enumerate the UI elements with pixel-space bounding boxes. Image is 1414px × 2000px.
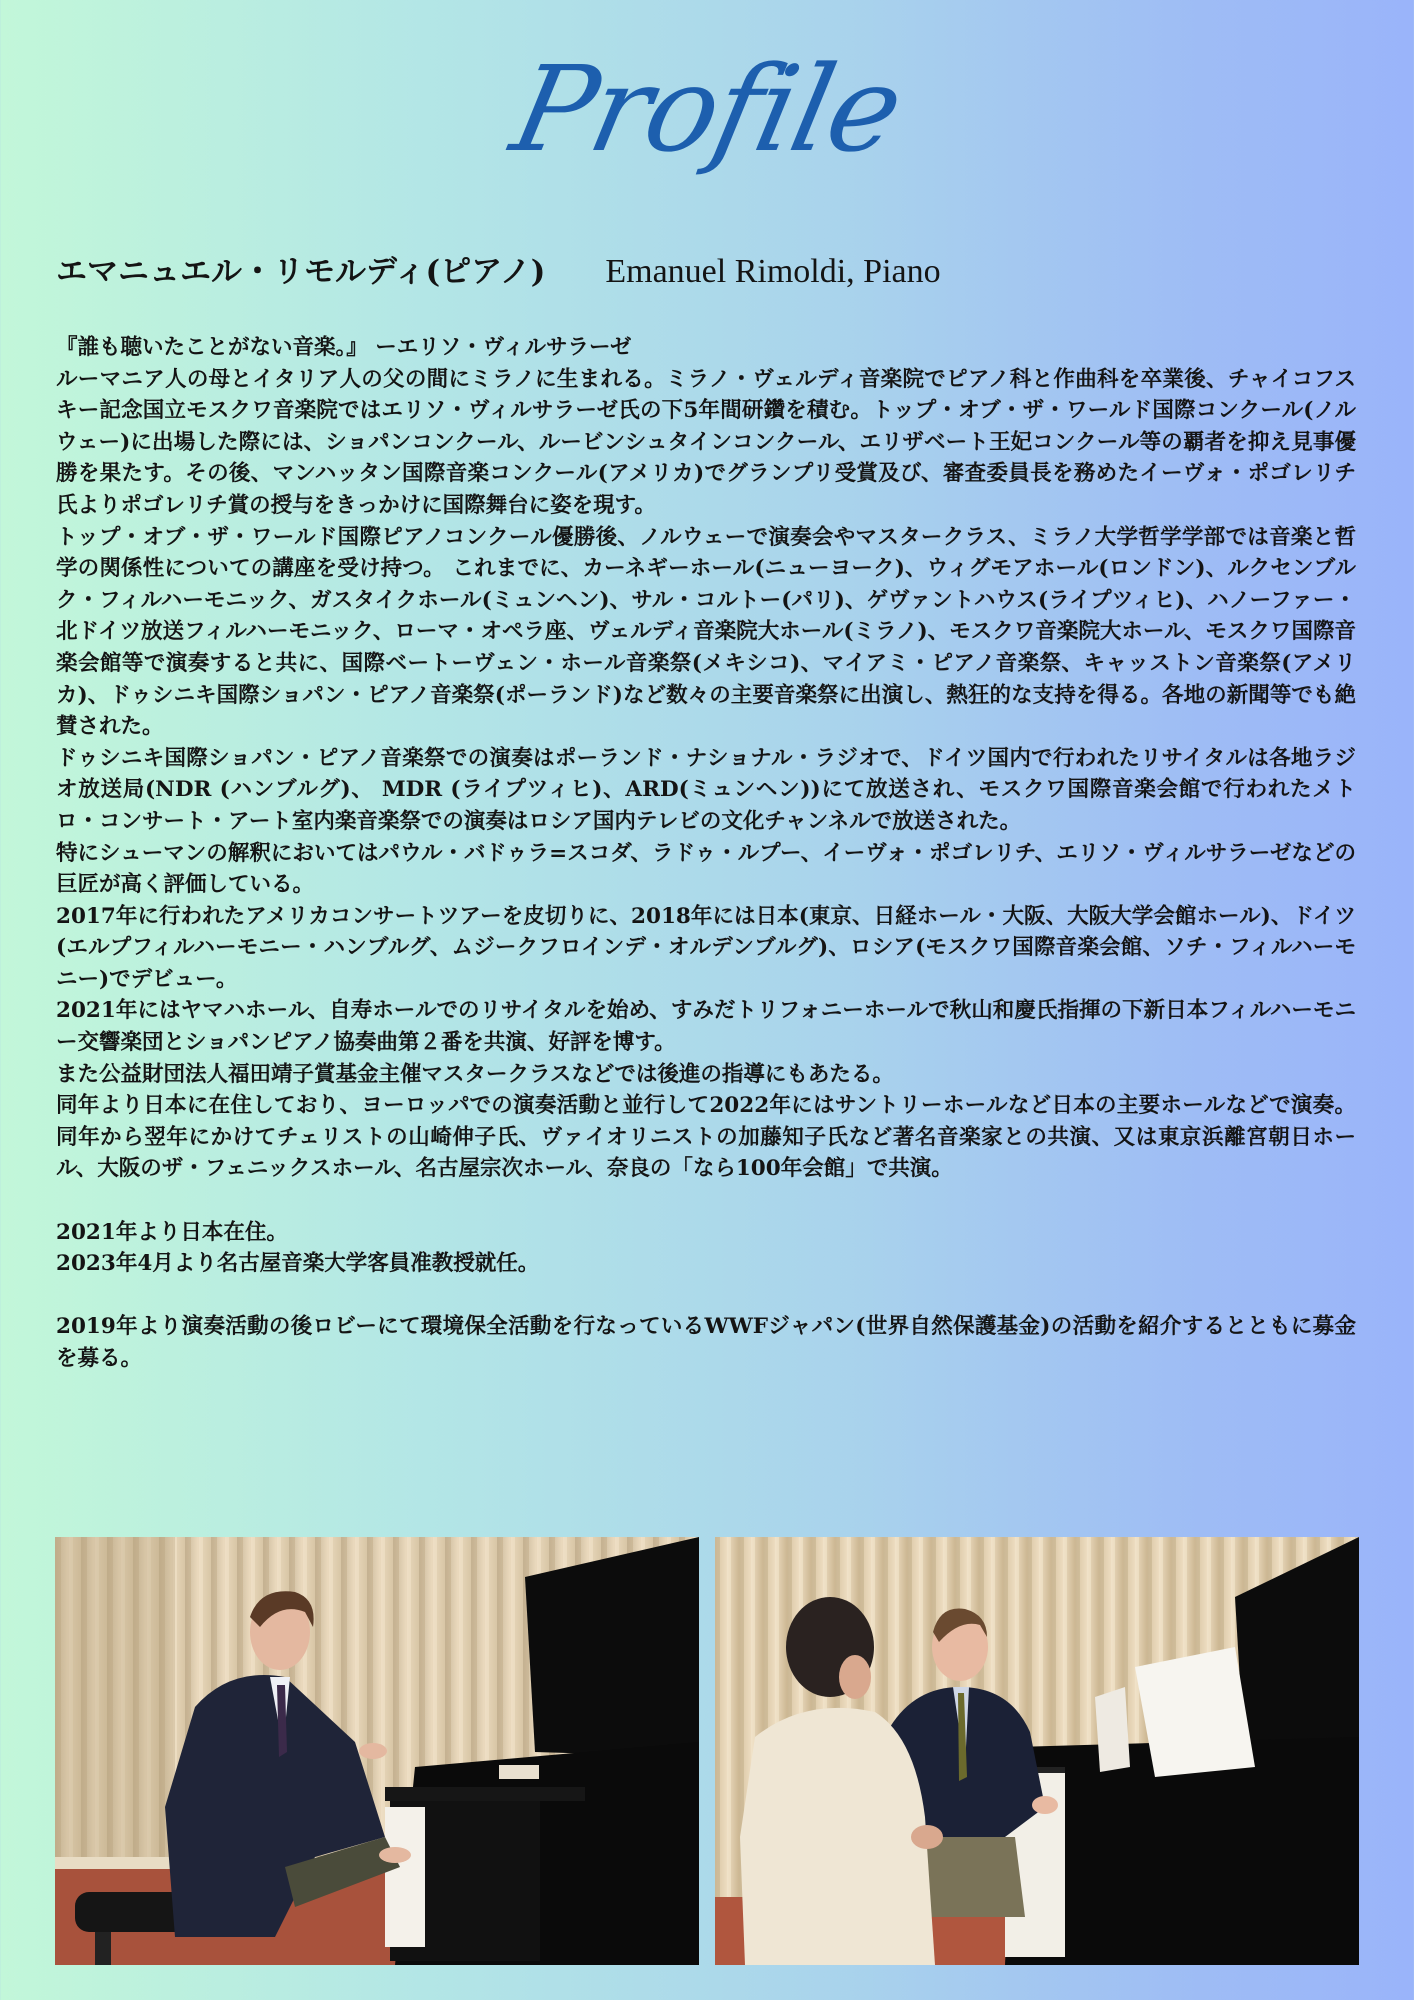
artist-name-en: Emanuel Rimoldi, Piano bbox=[605, 253, 941, 290]
biography bbox=[56, 332, 1356, 1375]
bio-note: 2021年より日本在住。 bbox=[56, 1219, 288, 1245]
artist-name-jp: エマニュエル・リモルディ(ピアノ) bbox=[56, 254, 546, 290]
bio-paragraph: 特にシューマンの解釈においてはパウル・バドゥラ=スコダ、ラドゥ・ルプー、イーヴォ・ポゴレリチ、エリソ・ヴィルサラーゼなどの巨匠が高く評価している。 bbox=[56, 840, 1356, 898]
bio-paragraph: トップ・オブ・ザ・ワールド国際ピアノコンクール優勝後、ノルウェーで演奏会やマスタークラス、ミラノ大学哲学学部では音楽と哲学の関係性についての講座を受け持つ。 これまでに、カーネギーホール(ニューヨーク)、ウィグモアホール(ロンドン)、ルクセンブルク・フィルハーモニック、ガスタイクホール(ミュンヘン)、サル・コルトー(パリ)、ゲヴァントハウス(ライプツィヒ)、ハノーファー・北ドイツ放送フィルハーモニック、ローマ・オペラ座、ヴェルディ音楽院大ホール(ミラノ)、モスクワ音楽院大ホール、モスクワ国際音楽会館等で演奏すると共に、国際ベートーヴェン・ホール音楽祭(メキシコ)、マイアミ・ピアノ音楽祭、キャッストン音楽祭(アメリカ)、ドゥシニキ国際ショパン・ピアノ音楽祭(ポーランド)など数々の主要音楽祭に出演し、熱狂的な支持を得る。各地の新聞等でも絶賛された。 bbox=[56, 524, 1356, 740]
paragraph-spacer bbox=[56, 1280, 1356, 1312]
photo-pianist-playing bbox=[55, 1537, 699, 1965]
bio-paragraph: 2017年に行われたアメリカコンサートツアーを皮切りに、2018年には日本(東京、日経ホール・大阪、大阪大学会館ホール)、ドイツ(エルプフィルハーモニー・ハンブルグ、ムジークフロインデ・オルデンブルグ)、ロシア(モスクワ国際音楽会館、ソチ・フィルハーモニー)でデビュー。 bbox=[56, 903, 1356, 992]
bio-paragraph: 2021年にはヤマハホール、自寿ホールでのリサイタルを始め、すみだトリフォニーホールで秋山和慶氏指揮の下新日本フィルハーモニー交響楽団とショパンピアノ協奏曲第２番を共演、好評を博す。 bbox=[56, 998, 1356, 1056]
photo-masterclass bbox=[715, 1537, 1359, 1965]
bio-paragraph: ドゥシニキ国際ショパン・ピアノ音楽祭での演奏はポーランド・ナショナル・ラジオで、ドイツ国内で行われたリサイタルは各地ラジオ放送局(NDR (ハンブルグ)、 MDR (ライプツィヒ)、ARD(ミュンヘン))にて放送され、モスクワ国際音楽会館で行われたメトロ・コンサート・アート室内楽音楽祭での演奏はロシア国内テレビの文化チャンネルで放送された。 bbox=[56, 745, 1356, 834]
bio-note: 2023年4月より名古屋音楽大学客員准教授就任。 bbox=[56, 1251, 540, 1277]
bio-paragraph: また公益財団法人福田靖子賞基金主催マスタークラスなどでは後進の指導にもあたる。 bbox=[56, 1061, 894, 1087]
bio-quote: 『誰も聴いたことがない音楽。』 ーエリソ・ヴィルサラーゼ bbox=[56, 335, 632, 360]
profile-title: Profile bbox=[501, 40, 913, 178]
bio-note: 2019年より演奏活動の後ロビーにて環境保全活動を行なっているWWFジャパン(世界自然保護基金)の活動を紹介するとともに募金を募る。 bbox=[56, 1314, 1356, 1371]
bio-paragraph: 同年より日本に在住しており、ヨーロッパでの演奏活動と並行して2022年にはサントリーホールなど日本の主要ホールなどで演奏。同年から翌年にかけてチェリストの山崎伸子氏、ヴァイオリニストの加藤知子氏など著名音楽家との共演、又は東京浜離宮朝日ホール、大阪のザ・フェニックスホール、名古屋宗次ホール、奈良の「なら100年会館」で共演。 bbox=[56, 1093, 1356, 1182]
artist-heading bbox=[56, 246, 1356, 291]
paragraph-spacer bbox=[56, 1185, 1356, 1217]
photo-row bbox=[55, 1537, 1359, 1965]
bio-paragraph: ルーマニア人の母とイタリア人の父の間にミラノに生まれる。ミラノ・ヴェルディ音楽院でピアノ科と作曲科を卒業後、チャイコフスキー記念国立モスクワ音楽院ではエリソ・ヴィルサラーゼ氏の下5年間研鑽を積む。トップ・オブ・ザ・ワールド国際コンクール(ノルウェー)に出場した際には、ショパンコンクール、ルービンシュタインコンクール、エリザベート王妃コンクール等の覇者を抑え見事優勝を果たす。その後、マンハッタン国際音楽コンクール(アメリカ)でグランプリ受賞及び、審査委員長を務めたイーヴォ・ポゴレリチ氏よりポゴレリチ賞の授与をきっかけに国際舞台に姿を現す。 bbox=[56, 366, 1356, 518]
